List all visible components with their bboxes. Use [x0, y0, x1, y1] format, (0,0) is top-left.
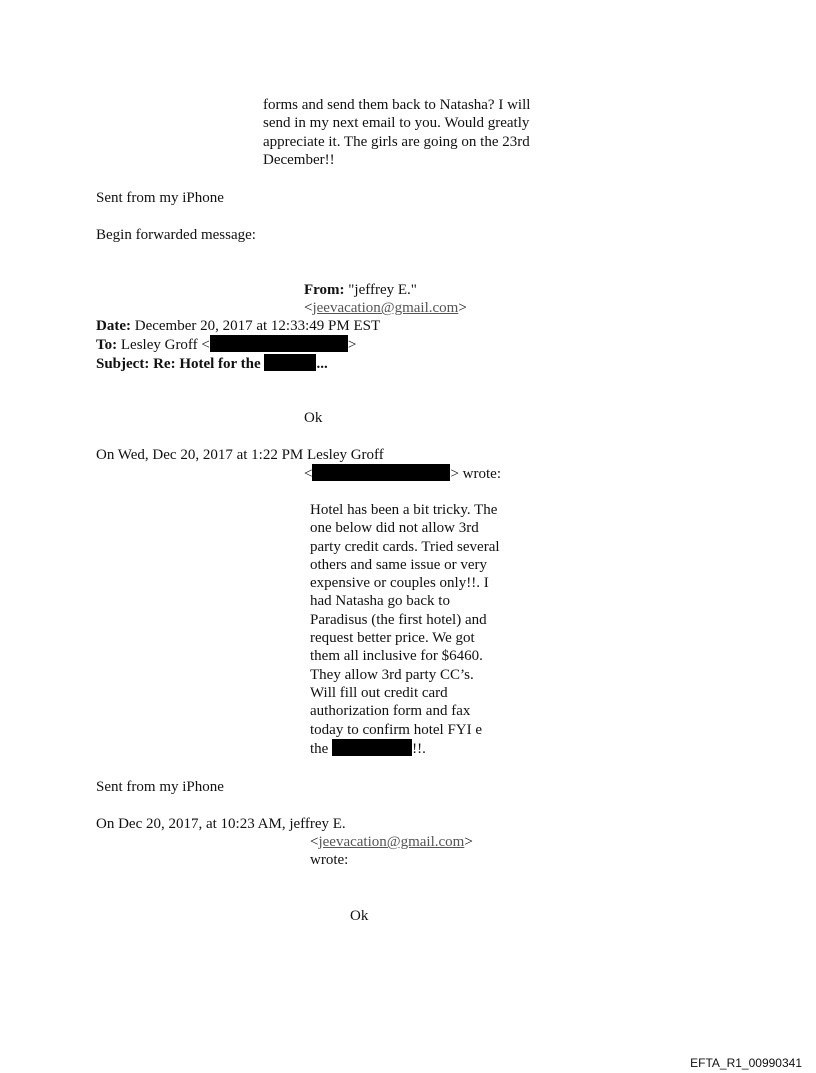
quote-sender-line — [304, 464, 501, 483]
hotel-paragraph-line: They allow 3rd party CC’s. — [310, 666, 474, 683]
angle-close: > — [464, 834, 473, 850]
from-email-line — [304, 299, 467, 317]
subject-line — [96, 354, 328, 373]
date-line — [96, 317, 380, 335]
angle-close: > — [347, 337, 357, 353]
top-paragraph-line: December!! — [263, 151, 335, 168]
document-id-footer: EFTA_R1_00990341 — [690, 1056, 802, 1070]
redaction-bar — [312, 464, 450, 481]
hotel-paragraph-line: authorization form and fax — [310, 703, 471, 720]
top-paragraph — [263, 96, 530, 169]
date-label: Date: — [96, 318, 131, 334]
top-paragraph-line: appreciate it. The girls are going on the 23rd — [263, 133, 530, 150]
hotel-paragraph — [310, 501, 500, 758]
hotel-paragraph-line: today to confirm hotel FYI e — [310, 721, 483, 738]
top-paragraph-line: send in my next email to you. Would greatly — [263, 115, 530, 132]
date-value: December 20, 2017 at 12:33:49 PM EST — [134, 318, 381, 334]
redaction-bar — [210, 335, 348, 352]
wrote-label: > wrote: — [450, 466, 501, 482]
hotel-paragraph-line: Paradisus (the first hotel) and — [310, 611, 487, 628]
subject-label: Subject: Re: Hotel for the — [96, 356, 261, 372]
redaction-bar — [332, 739, 412, 756]
angle-open: < — [304, 466, 313, 482]
begin-forwarded-label: Begin forwarded message: — [96, 227, 256, 243]
from-line — [304, 281, 417, 299]
angle-open: < — [304, 300, 313, 316]
to-value: Lesley Groff < — [120, 337, 210, 353]
hotel-paragraph-line: expensive or couples only!!. I — [310, 575, 489, 592]
to-line — [96, 335, 356, 354]
quote-intro-line: On Dec 20, 2017, at 10:23 AM, jeffrey E. — [96, 816, 346, 832]
hotel-paragraph-last-line — [310, 739, 500, 758]
sent-from-iphone: Sent from my iPhone — [96, 779, 224, 795]
hotel-paragraph-line: them all inclusive for $6460. — [310, 648, 483, 665]
redaction-bar — [264, 354, 316, 371]
hotel-last-prefix: the — [310, 740, 329, 757]
quote-sender-line — [310, 833, 473, 851]
sender-email-link[interactable]: jeevacation@gmail.com — [318, 834, 465, 850]
angle-open: < — [310, 834, 319, 850]
sent-from-iphone: Sent from my iPhone — [96, 190, 224, 206]
hotel-paragraph-line: Hotel has been a bit tricky. The — [310, 502, 498, 518]
original-ok: Ok — [350, 908, 369, 924]
hotel-last-suffix: !!. — [412, 740, 426, 757]
hotel-paragraph-line: others and same issue or very — [310, 556, 488, 573]
from-email-link[interactable]: jeevacation@gmail.com — [312, 300, 459, 316]
top-paragraph-line: forms and send them back to Natasha? I will — [263, 97, 531, 113]
reply-ok: Ok — [304, 410, 323, 426]
angle-close: > — [458, 300, 467, 316]
hotel-paragraph-line: request better price. We got — [310, 630, 475, 647]
wrote-label: wrote: — [310, 852, 349, 868]
from-label: From: — [304, 282, 345, 298]
hotel-paragraph-line: one below did not allow 3rd — [310, 520, 479, 537]
subject-suffix: ... — [316, 356, 328, 372]
hotel-paragraph-line: party credit cards. Tried several — [310, 538, 500, 555]
quote-intro-line: On Wed, Dec 20, 2017 at 1:22 PM Lesley Groff — [96, 447, 384, 463]
to-label: To: — [96, 337, 118, 353]
hotel-paragraph-line: had Natasha go back to — [310, 593, 450, 610]
from-name: "jeffrey E." — [348, 282, 417, 298]
hotel-paragraph-line: Will fill out credit card — [310, 684, 448, 701]
